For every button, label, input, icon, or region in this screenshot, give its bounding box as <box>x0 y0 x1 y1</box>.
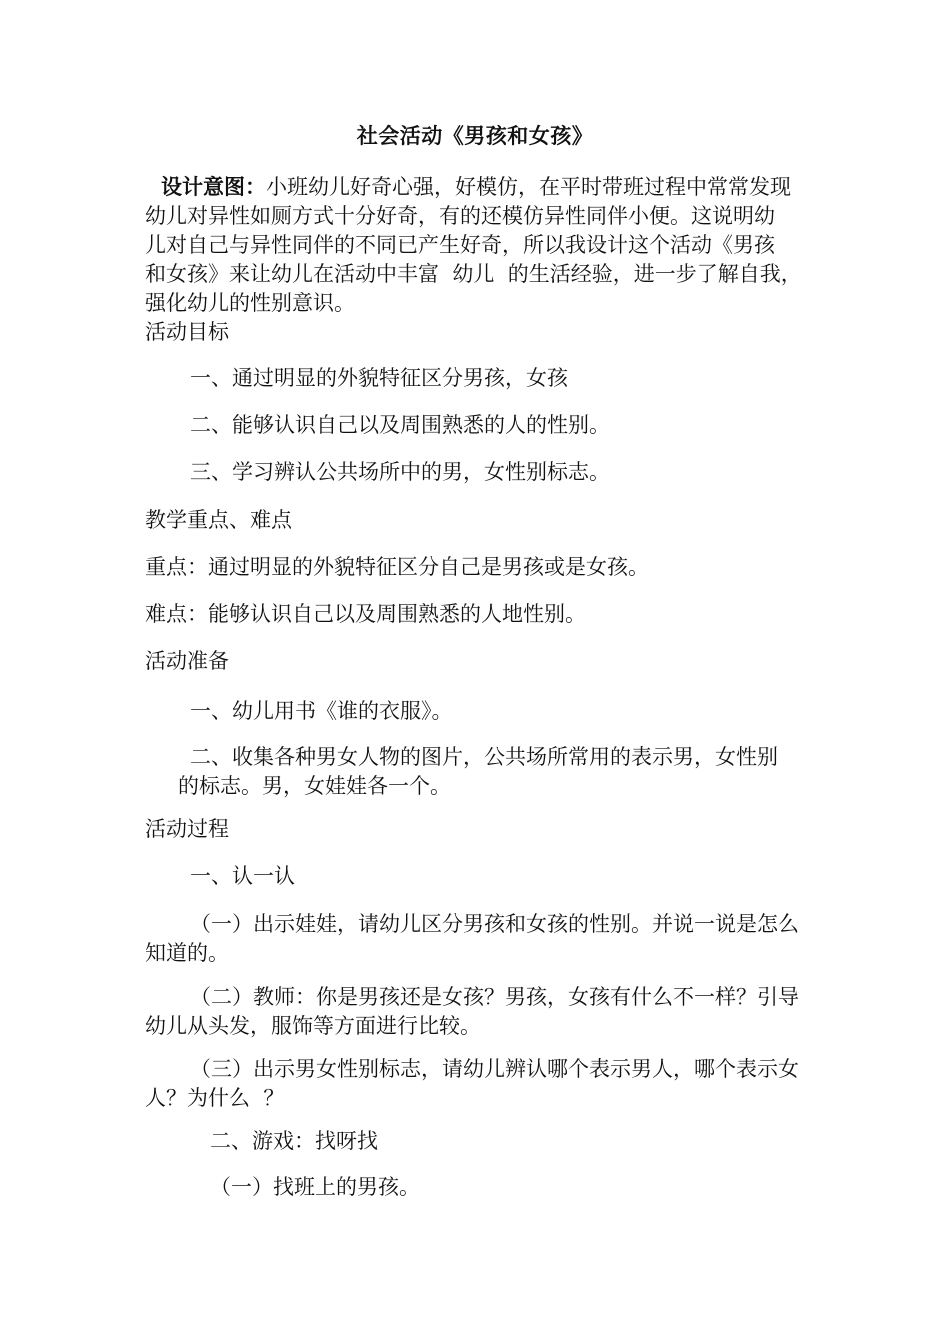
goal-item: 三、学习辨认公共场所中的男，女性别标志。 <box>190 460 610 484</box>
difficult-point: 难点：能够认识自己以及周围熟悉的人地性别。 <box>145 602 586 626</box>
prep-item: 一、幼儿用书《谁的衣服》。 <box>190 699 453 723</box>
goal-item: 一、通过明显的外貌特征区分男孩，女孩 <box>190 366 568 390</box>
process-item-line: （二）教师：你是男孩还是女孩？男孩，女孩有什么不一样？引导 <box>190 985 799 1009</box>
design-intent-line: 小班幼儿好奇心强，好模仿，在平时带班过程中常常发现 <box>266 175 791 199</box>
process-step: 一、认一认 <box>190 864 295 888</box>
process-item: （一）找班上的男孩。 <box>210 1175 420 1199</box>
process-item <box>145 983 799 1041</box>
process-item-line: 人？为什么 ？ <box>145 1086 285 1110</box>
process-item-line: （三）出示男女性别标志，请幼儿辨认哪个表示男人，哪个表示女 <box>190 1057 799 1081</box>
design-intent-paragraph <box>145 172 817 318</box>
design-intent-line: 儿对自己与异性同伴的不同已产生好奇，所以我设计这个活动《男孩 <box>145 233 775 257</box>
process-item <box>145 910 799 968</box>
process-item-line: （一）出示娃娃，请幼儿区分男孩和女孩的性别。并说一说是怎么 <box>190 912 799 936</box>
process-step: 二、游戏：找呀找 <box>210 1129 378 1153</box>
design-intent-line: 强化幼儿的性别意识。 <box>145 291 355 315</box>
design-intent-line: 和女孩》来让幼儿在活动中丰富 幼儿 的生活经验，进一步了解自我， <box>145 262 802 286</box>
goals-heading: 活动目标 <box>145 320 229 344</box>
design-intent-line: 幼儿对异性如厕方式十分好奇，有的还模仿异性同伴小便。这说明幼 <box>145 204 775 228</box>
prep-heading: 活动准备 <box>145 649 229 673</box>
goal-item: 二、能够认识自己以及周围熟悉的人的性别。 <box>190 413 610 437</box>
prep-item-2 <box>178 743 778 801</box>
process-item-line: 知道的。 <box>145 941 229 965</box>
document-title: 社会活动《男孩和女孩》 <box>356 123 594 148</box>
process-heading: 活动过程 <box>145 817 229 841</box>
key-heading: 教学重点、难点 <box>145 508 292 532</box>
key-point: 重点：通过明显的外貌特征区分自己是男孩或是女孩。 <box>145 555 649 579</box>
prep-item-line: 的标志。男，女娃娃各一个。 <box>178 774 451 798</box>
process-item <box>145 1055 799 1113</box>
design-intent-label: 设计意图： <box>161 174 266 199</box>
process-item-line: 幼儿从头发，服饰等方面进行比较。 <box>145 1014 481 1038</box>
prep-item-line: 二、收集各种男女人物的图片，公共场所常用的表示男，女性别 <box>190 745 778 769</box>
